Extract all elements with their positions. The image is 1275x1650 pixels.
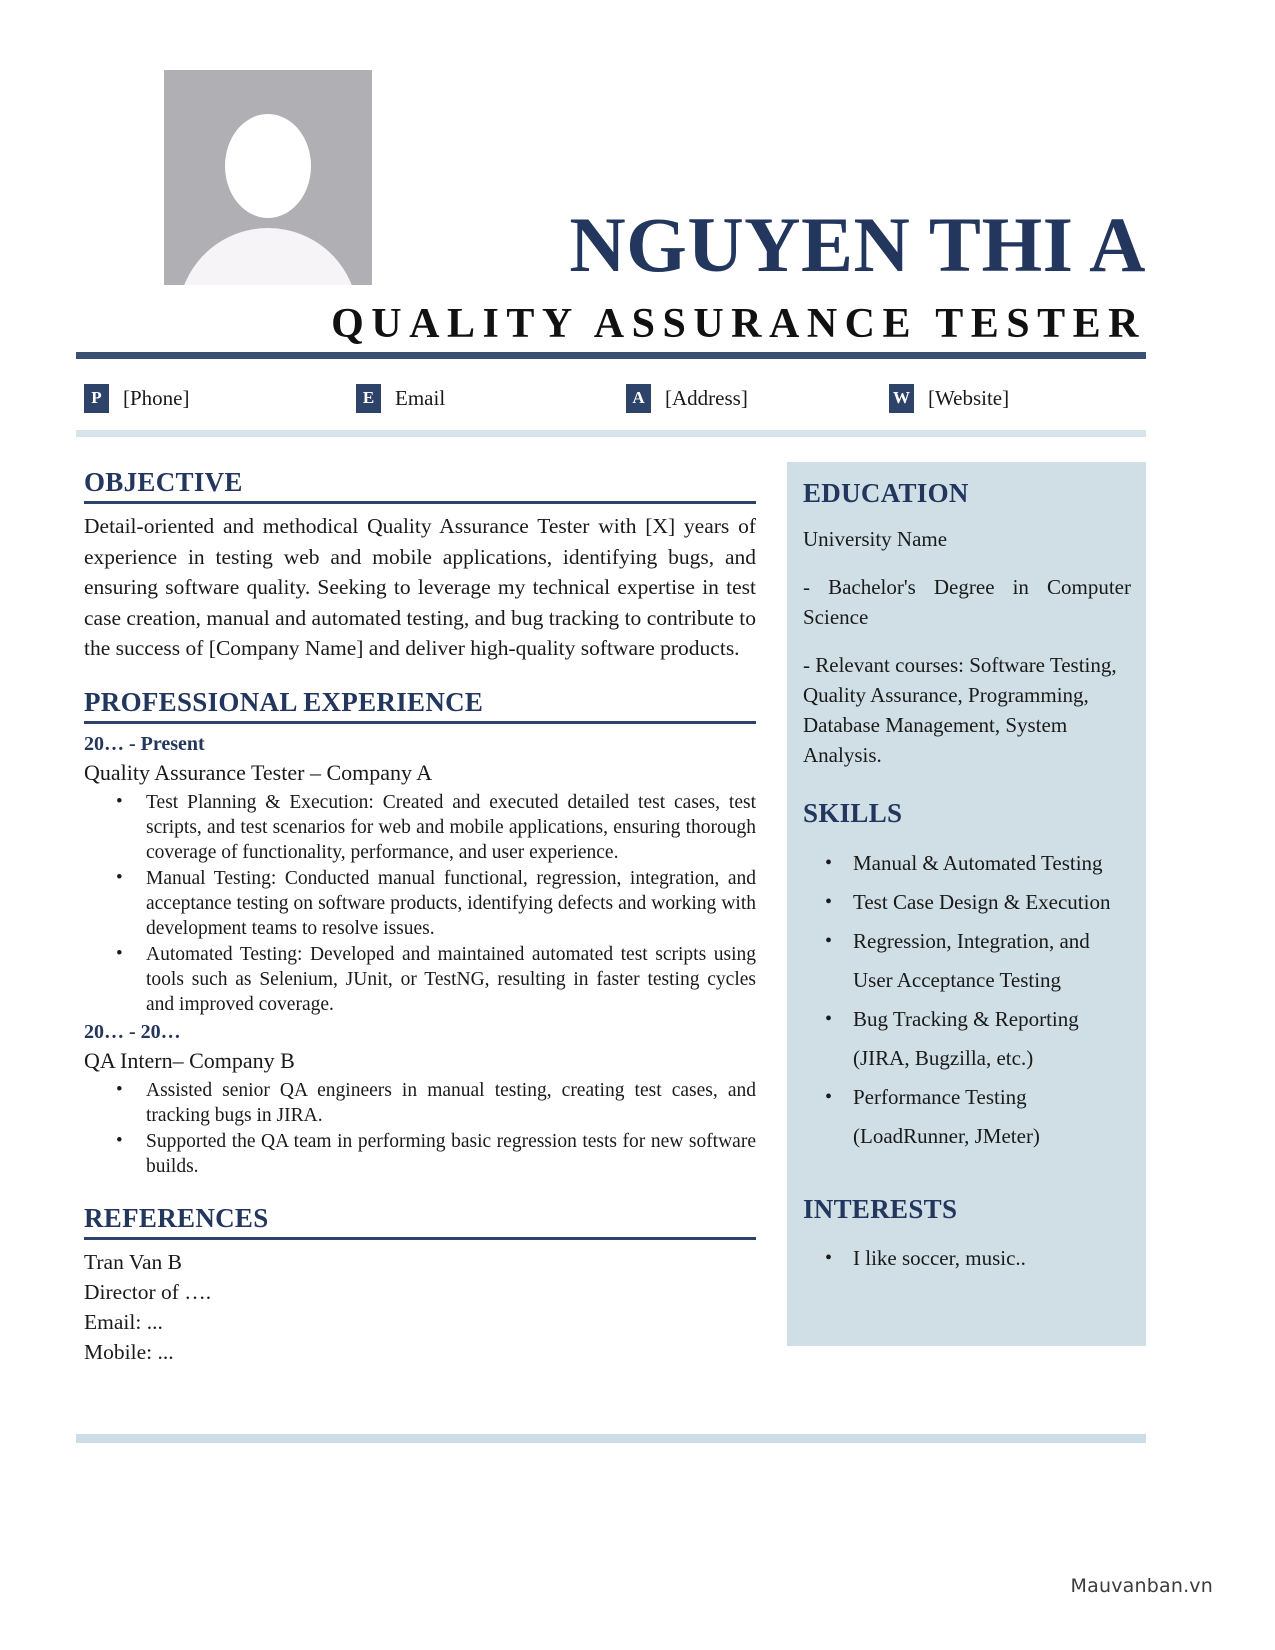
- footer-divider: [76, 1434, 1146, 1443]
- skills-heading: SKILLS: [803, 798, 903, 828]
- experience-entry: [84, 731, 756, 1017]
- header-divider: [76, 352, 1146, 359]
- reference-email: Email: ...: [84, 1309, 163, 1334]
- section-references: [84, 1202, 756, 1367]
- contact-row: [84, 381, 1154, 417]
- experience-bullet-list: [84, 790, 756, 1017]
- interests-heading: INTERESTS: [803, 1194, 958, 1224]
- experience-entry: [84, 1019, 756, 1179]
- candidate-job-title: QUALITY ASSURANCE TESTER: [331, 301, 1146, 347]
- contact-phone-text: [Phone]: [123, 385, 190, 410]
- list-item: • Test Planning & Execution: Created and executed detailed test cases, test scripts, and test scenarios for web and mobile applications, ensuring thorough coverage of functionality, performance, and user experience.: [146, 790, 756, 865]
- skills-list: [803, 844, 1131, 1156]
- experience-date: 20… - 20…: [84, 1020, 181, 1043]
- list-item: • Manual & Automated Testing: [853, 844, 1131, 883]
- list-item: • Manual Testing: Conducted manual functional, regression, integration, and acceptance testing on software products, identifying defects and working with development teams to resolve issues.: [146, 866, 756, 941]
- education-degree: - Bachelor's Degree in Computer Science: [803, 575, 1131, 629]
- objective-heading: OBJECTIVE: [84, 467, 243, 497]
- contact-item-email[interactable]: [356, 381, 445, 415]
- section-education: [803, 476, 1131, 770]
- contact-item-website[interactable]: [889, 381, 1009, 415]
- education-heading: EDUCATION: [803, 478, 969, 508]
- resume-header: [76, 62, 1146, 362]
- list-item: • I like soccer, music..: [853, 1240, 1131, 1276]
- section-objective: [84, 466, 756, 664]
- list-item: • Test Case Design & Execution: [853, 883, 1131, 922]
- section-skills: [803, 796, 1131, 1156]
- references-rule: [84, 1237, 756, 1240]
- education-school: University Name: [803, 527, 948, 551]
- phone-icon: P: [84, 384, 109, 413]
- experience-date: 20… - Present: [84, 732, 205, 755]
- experience-rule: [84, 721, 756, 724]
- contact-website-text: [Website]: [928, 385, 1010, 410]
- contact-address-text: [Address]: [665, 385, 748, 410]
- list-item: • Automated Testing: Developed and maintained automated test scripts using tools such as Selenium, JUnit, or TestNG, resulting in faster testing cycles and improved coverage.: [146, 942, 756, 1017]
- contact-item-address[interactable]: [626, 381, 748, 415]
- main-column: [84, 466, 756, 1367]
- section-interests: [803, 1192, 1131, 1276]
- objective-rule: [84, 501, 756, 504]
- reference-position: Director of ….: [84, 1279, 212, 1304]
- interests-list: [803, 1240, 1131, 1276]
- list-item: • Bug Tracking & Reporting (JIRA, Bugzilla, etc.): [853, 1000, 1131, 1078]
- contact-divider: [76, 430, 1146, 437]
- reference-name: Tran Van B: [84, 1249, 182, 1274]
- list-item: • Regression, Integration, and User Acceptance Testing: [853, 922, 1131, 1000]
- list-item: • Assisted senior QA engineers in manual testing, creating test cases, and tracking bugs in JIRA.: [146, 1078, 756, 1128]
- reference-mobile: Mobile: ...: [84, 1339, 174, 1364]
- list-item: • Performance Testing (LoadRunner, JMeter): [853, 1078, 1131, 1156]
- contact-item-phone[interactable]: [84, 381, 190, 415]
- address-icon: A: [626, 384, 651, 413]
- experience-role: QA Intern– Company B: [84, 1047, 295, 1073]
- experience-heading: PROFESSIONAL EXPERIENCE: [84, 686, 484, 717]
- email-icon: E: [356, 384, 381, 413]
- education-courses: - Relevant courses: Software Testing, Quality Assurance, Programming, Database Management, System Analysis.: [803, 653, 1117, 767]
- contact-email-text: Email: [395, 385, 446, 410]
- objective-body: Detail-oriented and methodical Quality Assurance Tester with [X] years of experience in testing web and mobile applications, identifying bugs, and ensuring software quality. Seeking to leverage my technical expertise in test case creation, manual and automated testing, and bug tracking to contribute to the success of [Company Name] and deliver high-quality software products.: [84, 514, 756, 660]
- watermark: Mauvanban.vn: [1070, 1575, 1213, 1597]
- sidebar: [787, 462, 1146, 1346]
- avatar-head-icon: [225, 114, 311, 218]
- experience-role: Quality Assurance Tester – Company A: [84, 759, 433, 785]
- website-icon: W: [889, 384, 914, 413]
- list-item: • Supported the QA team in performing basic regression tests for new software builds.: [146, 1129, 756, 1179]
- candidate-name: NGUYEN THI A: [569, 201, 1146, 288]
- section-experience: [84, 686, 756, 1179]
- experience-bullet-list: [84, 1078, 756, 1179]
- references-heading: REFERENCES: [84, 1202, 269, 1233]
